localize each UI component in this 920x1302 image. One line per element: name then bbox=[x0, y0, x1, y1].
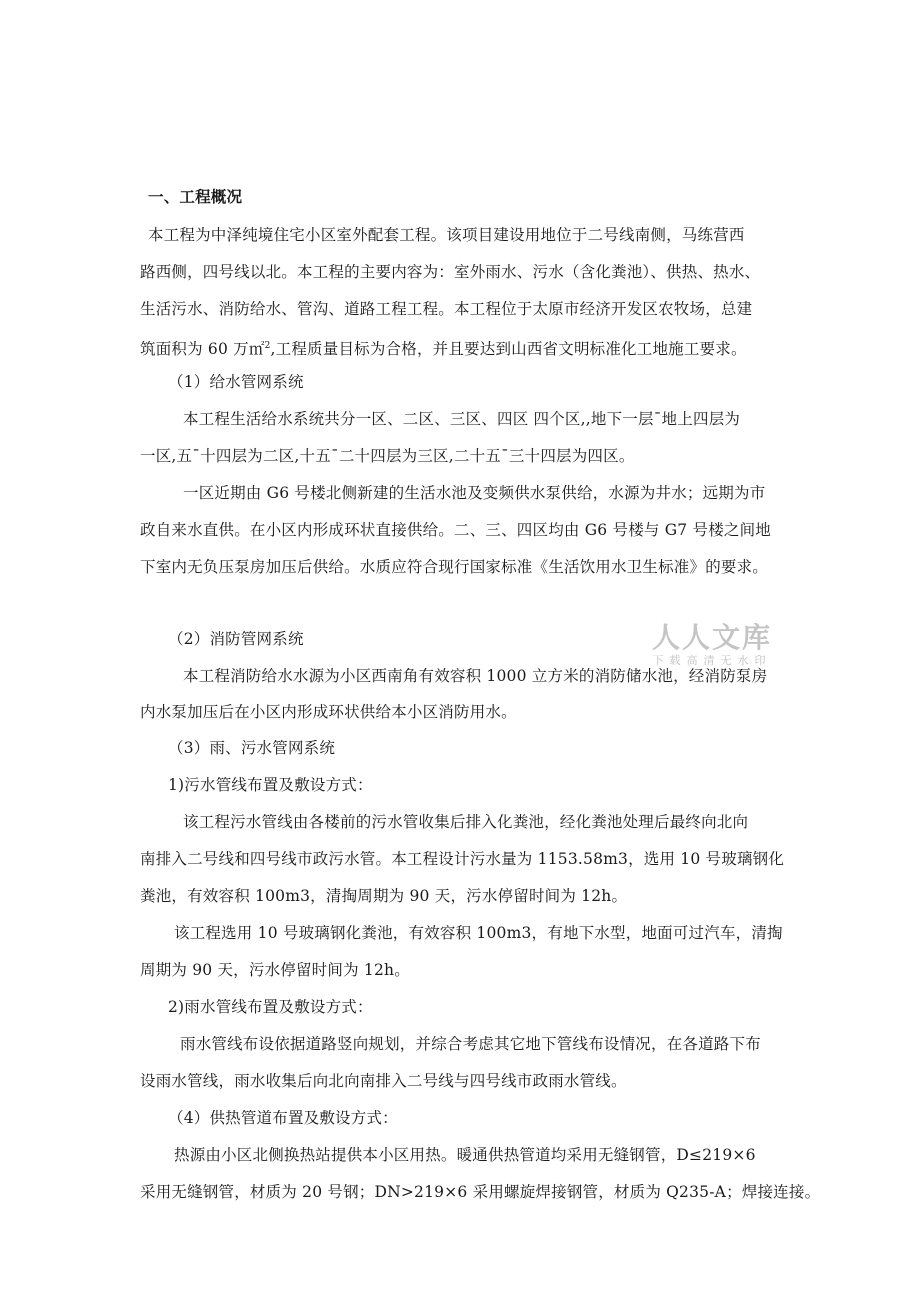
overview-line-3: 生活污水、消防给水、管沟、道路工程工程。本工程位于太原市经济开发区农牧场，总建 bbox=[140, 300, 753, 318]
water-supply-title: （1）给水管网系统 bbox=[168, 373, 304, 391]
water-supply-p2-line-2: 政自来水直供。在小区内形成环状直接供给。二、三、四区均由 G6 号楼与 G7 号楼之间地 bbox=[140, 521, 771, 539]
sewage-subtitle: 1)污水管线布置及敷设方式： bbox=[168, 776, 373, 794]
sewage-p1-line-3: 粪池，有效容积 100m3，清掏周期为 90 天，污水停留时间为 12h。 bbox=[140, 887, 628, 905]
overview-line-2: 路西侧，四号线以北。本工程的主要内容为：室外雨水、污水（含化粪池）、供热、热水、 bbox=[140, 263, 761, 281]
water-supply-p2-line-3: 下室内无负压泵房加压后供给。水质应符合现行国家标准《生活饮用水卫生标准》的要求。 bbox=[140, 558, 769, 576]
rain-sewage-title: （3）雨、污水管网系统 bbox=[168, 739, 336, 757]
overview-line-4-a: 筑面积为 60 万㎡ bbox=[140, 340, 265, 358]
sewage-p2-line-2: 周期为 90 天，污水停留时间为 12h。 bbox=[140, 961, 410, 979]
heating-line-2: 采用无缝钢管，材质为 20 号钢；DN>219×6 采用螺旋焊接钢管，材质为 Q235-A；焊接连接。 bbox=[140, 1183, 821, 1201]
rain-subtitle: 2)雨水管线布置及敷设方式： bbox=[168, 998, 373, 1016]
overview-line-4-sup: 2 bbox=[264, 341, 271, 351]
watermark-subtitle: 下载高清无水印 bbox=[652, 654, 772, 667]
heating-line-1: 热源由小区北侧换热站提供本小区用热。暖通供热管道均采用无缝钢管，D≤219×6 bbox=[174, 1146, 756, 1164]
water-supply-p1-line-1: 本工程生活给水系统共分一区、二区、三区、四区 四个区,,地下一层ˉ地上四层为 bbox=[183, 410, 741, 428]
rain-line-2: 设雨水管线，雨水收集后向北向南排入二号线与四号线市政雨水管线。 bbox=[140, 1072, 627, 1090]
water-supply-p2-line-1: 一区近期由 G6 号楼北侧新建的生活水池及变频供水泵供给，水源为井水；远期为市 bbox=[183, 484, 766, 502]
overview-line-4 bbox=[140, 336, 747, 359]
water-supply-p1-line-2: 一区,五ˉ十四层为二区,十五ˉ二十四层为三区,二十五ˉ三十四层为四区。 bbox=[140, 447, 635, 465]
watermark-title: 人人文库 bbox=[651, 621, 772, 654]
overview-line-1: 本工程为中泽纯境住宅小区室外配套工程。该项目建设用地位于二号线南侧，马练营西 bbox=[148, 226, 745, 244]
fire-title: （2）消防管网系统 bbox=[168, 630, 304, 648]
fire-line-1: 本工程消防给水水源为小区西南角有效容积 1000 立方米的消防储水池，经消防泵房 bbox=[183, 667, 768, 685]
sewage-p2-line-1: 该工程选用 10 号玻璃钢化粪池，有效容积 100m3，有地下水型，地面可过汽车，清掏 bbox=[174, 924, 783, 942]
heating-title: （4）供热管道布置及敷设方式： bbox=[168, 1109, 398, 1127]
watermark bbox=[612, 622, 812, 668]
rain-line-1: 雨水管线布设依据道路竖向规划，并综合考虑其它地下管线布设情况，在各道路下布 bbox=[180, 1035, 761, 1053]
overview-line-4-b: ,工程质量目标为合格，并且要达到山西省文明标准化工地施工要求。 bbox=[270, 340, 747, 358]
section-heading: 一、工程概况 bbox=[148, 188, 243, 206]
sewage-p1-line-1: 该工程污水管线由各楼前的污水管收集后排入化粪池，经化粪池处理后最终向北向 bbox=[183, 813, 749, 831]
sewage-p1-line-2: 南排入二号线和四号线市政污水管。本工程设计污水量为 1153.58m3，选用 10 号玻璃钢化 bbox=[140, 850, 785, 868]
fire-line-2: 内水泵加压后在小区内形成环状供给本小区消防用水。 bbox=[140, 703, 517, 721]
